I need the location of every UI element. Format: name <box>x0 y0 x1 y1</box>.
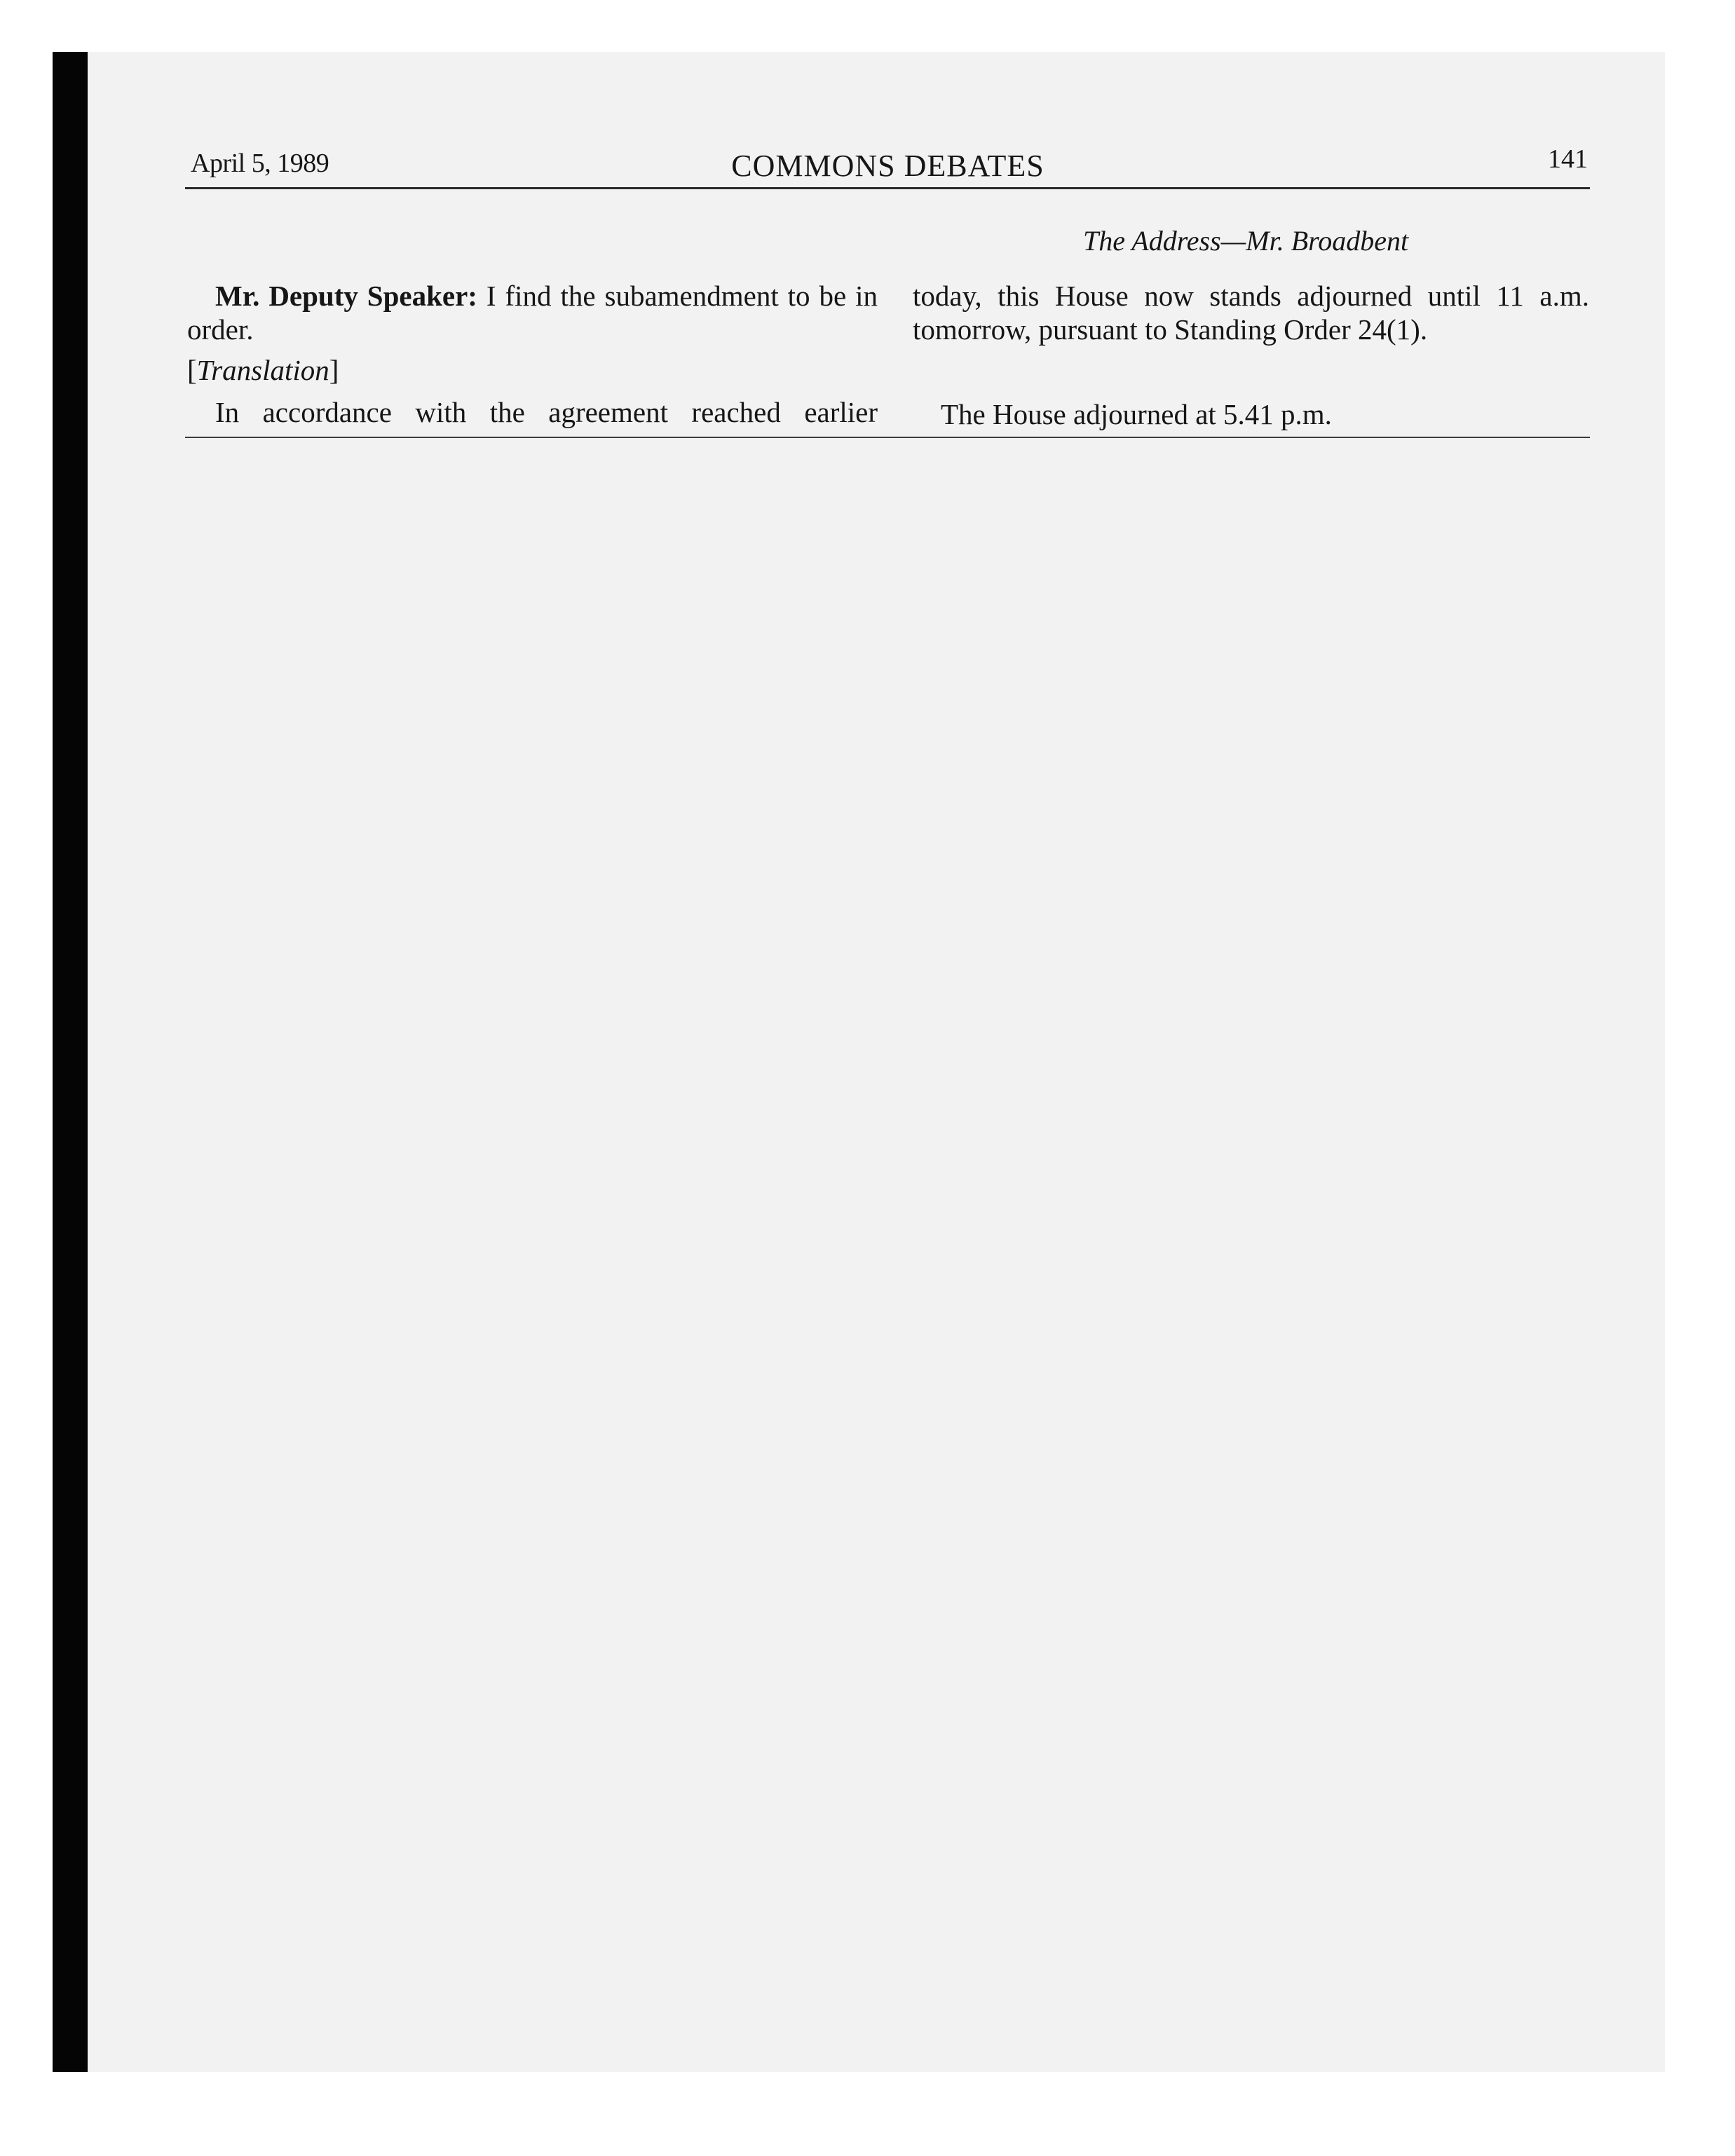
left-column <box>187 279 878 429</box>
speaker-paragraph <box>187 279 878 346</box>
right-column <box>913 279 1589 431</box>
speaker-name: Mr. Deputy Speaker: <box>215 280 477 312</box>
speaker-text: I find the subamendment to be in order. <box>187 280 878 346</box>
end-rule <box>185 437 1590 438</box>
running-head <box>188 144 1588 191</box>
scan-binding-edge <box>53 52 88 2072</box>
header-rule <box>185 187 1590 189</box>
header-date: April 5, 1989 <box>191 149 329 178</box>
section-heading: The Address—Mr. Broadbent <box>1083 225 1409 257</box>
continuation-paragraph: today, this House now stands adjourned until 11 a.m. tomorrow, pursuant to Standing Order 24(1). <box>913 280 1589 346</box>
translation-label: [Translation] <box>187 354 339 386</box>
adjournment-paragraph: The House adjourned at 5.41 p.m. <box>941 398 1332 430</box>
agreement-paragraph: In accordance with the agreement reached earlier <box>215 396 878 428</box>
translation-label-text: Translation <box>196 354 329 386</box>
header-publication: COMMONS DEBATES <box>731 149 1045 183</box>
header-page-number: 141 <box>1548 144 1588 174</box>
